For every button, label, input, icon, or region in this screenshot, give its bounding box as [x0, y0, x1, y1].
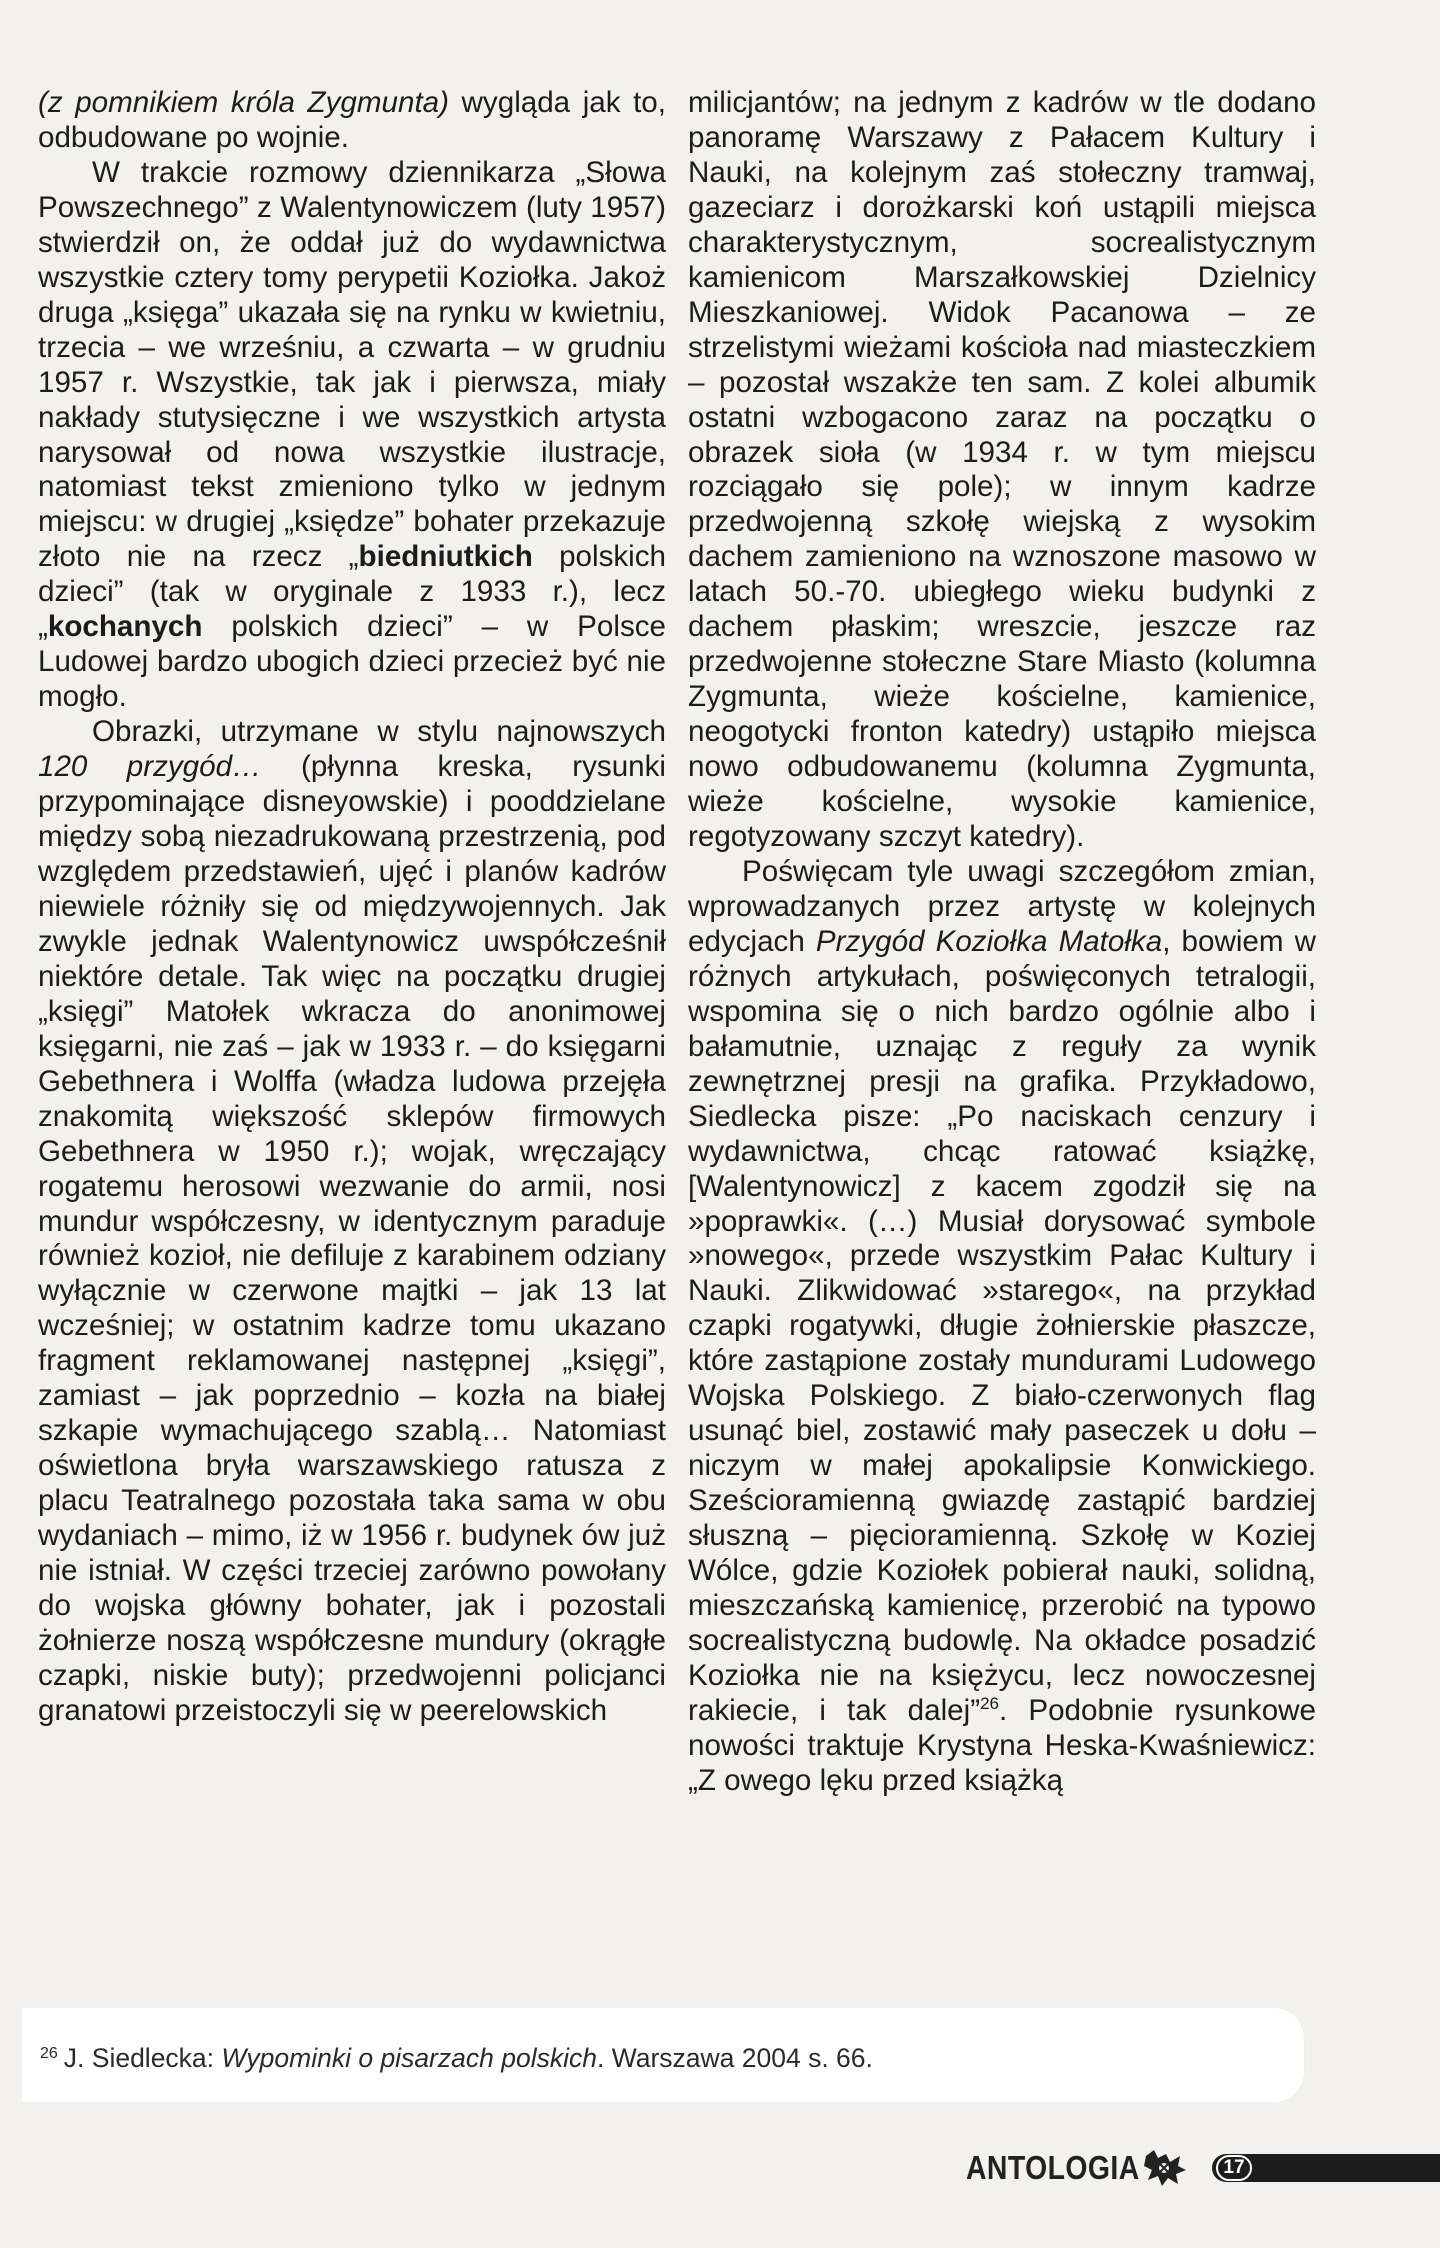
- magazine-title: ANTOLOGIA: [966, 2149, 1140, 2186]
- footnote-title: Wypominki o pisarzach polskich: [221, 2043, 597, 2073]
- paragraph: milicjantów; na jednym z kadrów w tle dodano panoramę Warszawy z Pałacem Kultury i Nauki, na kolejnym zaś stołeczny tramwaj, gazeciarz i dorożkarski koń ustąpili miejsca charakterystycznym, socrealistycznym kamienicom Marszałkowskiej Dzielnicy Mieszkaniowej. Widok Pacanowa – ze strzelistymi wieżami kościoła nad miasteczkiem – pozostał wszakże ten sam. Z kolei albumik ostatni wzbogacono zaraz na początku o obrazek sioła (w 1934 r. w tym miejscu rozciągało się pole); w innym kadrze przedwojenną szkołę wiejską z wysokim dachem zamieniono na wznoszone masowo w latach 50.-70. ubiegłego wieku budynki z dachem płaskim; wreszcie, jeszcze raz przedwojenne stołeczne Stare Miasto (kolumna Zygmunta, wieże kościelne, kamienice, neogotycki fronton katedry) ustąpiło miejsca nowo odbudowanemu (kolumna Zygmunta, wieże kościelne, wysokie kamienice, regotyzowany szczyt katedry).: [688, 86, 1316, 854]
- footnote: $^{26}$ J. Siedlecka: Wypominki o pisarzach polskich. Warszawa 2004 s. 66.: [40, 2043, 873, 2073]
- left-column: [38, 86, 666, 1729]
- paragraph: (z pomnikiem króla Zygmunta) wygląda jak to, odbudowane po wojnie.: [38, 86, 666, 154]
- page-number: 17: [1216, 2155, 1252, 2181]
- right-column: [688, 86, 1316, 1799]
- paragraph: Poświęcam tyle uwagi szczegółom zmian, wprowadzanych przez artystę w kolejnych edycjach Przygód Koziołka Matołka, bowiem w różnych artykułach, poświęconych tetralogii, wspomina się o nich bardzo ogólnie albo i bałamutnie, uznając z reguły za wynik zewnętrznej presji na grafika. Przykładowo, Siedlecka pisze: „Po naciskach cenzury i wydawnictwa, chcąc ratować książkę, [Walentynowicz] z kacem zgodził się na »poprawki«. (…) Musiał dorysować symbole »nowego«, przede wszystkim Pałac Kultury i Nauki. Zlikwidować »starego«, na przykład czapki rogatywki, długie żołnierskie płaszcze, które zastąpione zostały mundurami Ludowego Wojska Polskiego. Z biało-czerwonych flag usunąć biel, zostawić mały paseczek u dołu – niczym w małej apokalipsie Konwickiego. Sześcioramienną gwiazdę zastąpić bardziej słuszną – pięcioramienną. Szkołę w Koziej Wólce, gdzie Koziołek pobierał nauki, solidną, mieszczańską kamienicę, przerobić na typowo socrealistyczną budowlę. Na okładce posadzić Koziołka nie na księżycu, lecz nowoczesnej rakiecie, i tak dalej”$^{26}$. Podobnie rysunkowe nowości traktuje Krystyna Heska-Kwaśniewicz: „Z owego lęku przed książką: [688, 854, 1317, 1797]
- goat-emblem-icon: [1140, 2146, 1190, 2190]
- footnote-reference[interactable]: 26: [980, 1693, 999, 1713]
- footnote-number: 26: [40, 2045, 58, 2062]
- paragraph: Obrazki, utrzymane w stylu najnowszych 120 przygód… (płynna kreska, rysunki przypominające disneyowskie) i pooddzielane między sobą niezadrukowaną przestrzenią, pod względem przedstawień, ujęć i planów kadrów niewiele różniły się od międzywojennych. Jak zwykle jednak Walentynowicz uwspółcześnił niektóre detale. Tak więc na początku drugiej „księgi” Matołek wkracza do anonimowej księgarni, nie zaś – jak w 1933 r. – do księgarni Gebethnera i Wolffa (władza ludowa przejęła znakomitą większość sklepów firmowych Gebethnera w 1950 r.); wojak, wręczający rogatemu herosowi wezwanie do armii, nosi mundur współczesny, w identycznym paraduje również kozioł, nie defiluje z karabinem odziany wyłącznie w czerwone majtki – jak 13 lat wcześniej; w ostatnim kadrze tomu ukazano fragment reklamowanej następnej „księgi”, zamiast – jak poprzednio – kozła na białej szkapie wymachującego szablą… Natomiast oświetlona bryła warszawskiego ratusza z placu Teatralnego pozostała taka sama w obu wydaniach – mimo, iż w 1956 r. budynek ów już nie istniał. W części trzeciej zarówno powołany do wojska główny bohater, jak i pozostali żołnierze noszą współczesne mundury (okrągłe czapki, niskie buty); przedwojenni policjanci granatowi przeistoczyli się w peerelowskich: [38, 715, 666, 1727]
- page-footer: [966, 2146, 1190, 2190]
- paragraph: W trakcie rozmowy dziennikarza „Słowa Powszechnego” z Walentynowiczem (luty 1957) stwierdził on, że oddał już do wydawnictwa wszystkie cztery tomy perypetii Koziołka. Jakoż druga „księga” ukazała się na rynku w kwietniu, trzecia – we wrześniu, a czwarta – w grudniu 1957 r. Wszystkie, tak jak i pierwsza, miały nakłady stutysięczne i we wszystkich artysta narysował od nowa wszystkie ilustracje, natomiast tekst zmieniono tylko w jednym miejscu: w drugiej „księdze” bohater przekazuje złoto nie na rzecz „biedniutkich polskich dzieci” (tak w oryginale z 1933 r.), lecz „kochanych polskich dzieci” – w Polsce Ludowej bardzo ubogich dzieci przecież być nie mogło.: [38, 155, 667, 714]
